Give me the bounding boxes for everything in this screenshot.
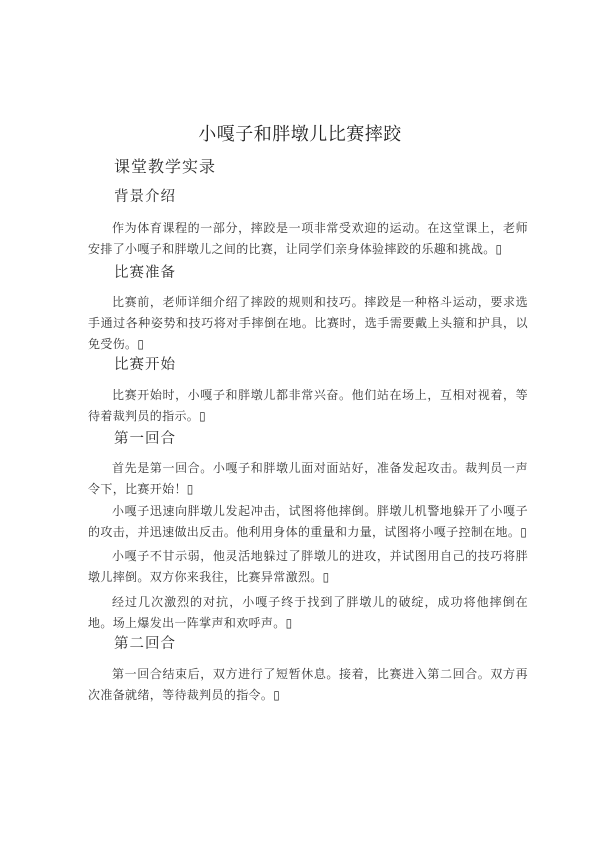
section-heading-round-two: 第二回合 bbox=[114, 636, 176, 652]
paragraph: 比赛前，老师详细介绍了摔跤的规则和技巧。摔跤是一种格斗运动，要求选手通过各种姿势和技巧将对手摔倒在地。比赛时，选手需要戴上头箍和护具，以免受伤。▯ bbox=[88, 295, 528, 351]
paragraph: 小嘎子迅速向胖墩儿发起冲击，试图将他摔倒。胖墩儿机警地躲开了小嘎子的攻击，并迅速做出反击。他利用身体的重量和力量，试图将小嘎子控制在地。▯ bbox=[88, 504, 528, 539]
paragraph: 第一回合结束后，双方进行了短暂休息。接着，比赛进入第二回合。双方再次准备就绪，等待裁判员的指令。▯ bbox=[88, 667, 528, 702]
document-subtitle: 课堂教学实录 bbox=[114, 157, 217, 176]
section-heading-start: 比赛开始 bbox=[114, 357, 176, 373]
section-heading-round-one: 第一回合 bbox=[114, 431, 176, 447]
paragraph: 作为体育课程的一部分，摔跤是一项非常受欢迎的运动。在这堂课上，老师安排了小嘎子和胖墩儿之间的比赛，让同学们亲身体验摔跤的乐趣和挑战。▯ bbox=[88, 221, 528, 256]
paragraph: 小嘎子不甘示弱，他灵活地躲过了胖墩儿的进攻，并试图用自己的技巧将胖墩儿摔倒。双方你来我往，比赛异常激烈。▯ bbox=[88, 549, 528, 584]
section-heading-preparation: 比赛准备 bbox=[114, 265, 176, 281]
paragraph: 首先是第一回合。小嘎子和胖墩儿面对面站好，准备发起攻击。裁判员一声令下，比赛开始！▯ bbox=[88, 461, 528, 496]
document-title: 小嘎子和胖墩儿比赛摔跤 bbox=[198, 124, 402, 145]
section-heading-background: 背景介绍 bbox=[114, 189, 176, 205]
paragraph: 比赛开始时，小嘎子和胖墩儿都非常兴奋。他们站在场上，互相对视着，等待着裁判员的指示。▯ bbox=[88, 388, 528, 423]
paragraph: 经过几次激烈的对抗，小嘎子终于找到了胖墩儿的破绽，成功将他摔倒在地。场上爆发出一阵掌声和欢呼声。▯ bbox=[88, 595, 528, 630]
